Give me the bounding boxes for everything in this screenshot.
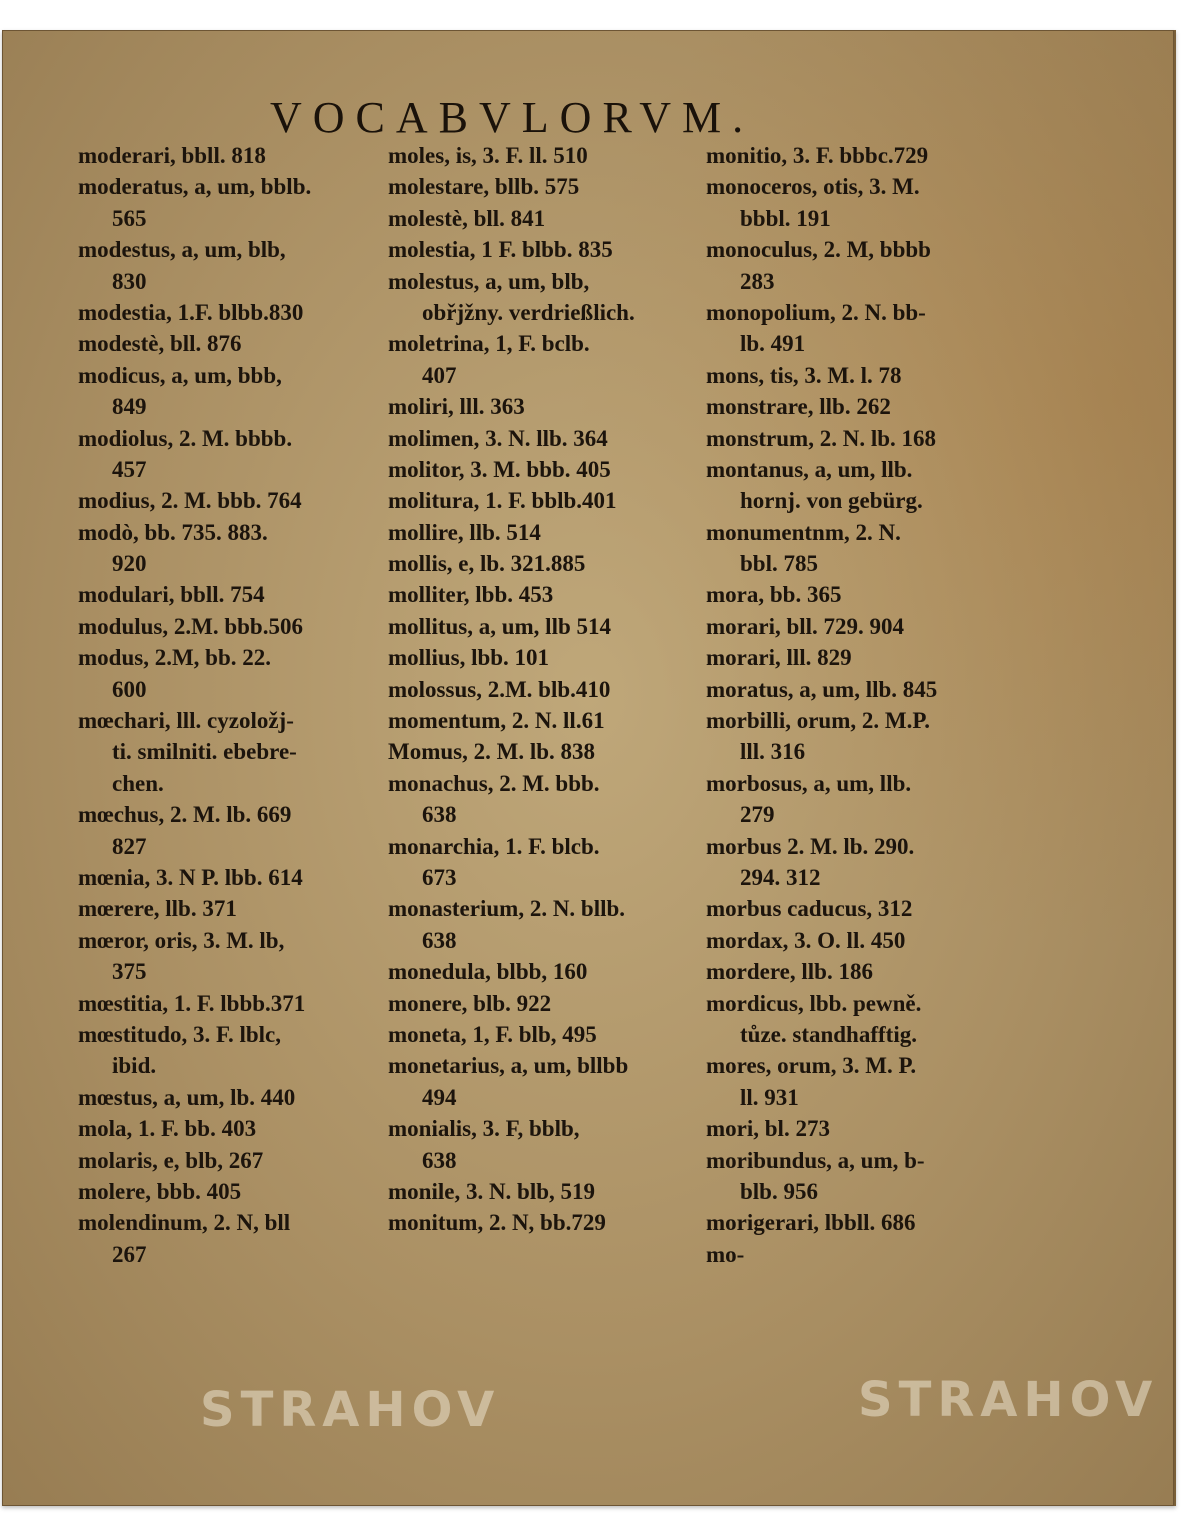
- dictionary-entry-line: 830: [112, 268, 147, 294]
- dictionary-entry-line: bbl. 785: [740, 551, 818, 577]
- dictionary-entry-line: modus, 2.M, bb. 22.: [78, 645, 271, 671]
- dictionary-entry-line: chen.: [112, 770, 164, 796]
- column-middle: [388, 140, 694, 1239]
- dictionary-entry-line: monile, 3. N. blb, 519: [388, 1178, 596, 1204]
- dictionary-entry-line: monoceros, otis, 3. M.: [706, 174, 920, 200]
- dictionary-entry-line: 920: [112, 551, 147, 577]
- dictionary-entry-line: molere, bbb. 405: [78, 1178, 242, 1204]
- dictionary-entry-line: moliri, lll. 363: [388, 394, 525, 420]
- dictionary-entry-line: 565: [112, 205, 147, 231]
- dictionary-entry-line: mollitus, a, um, llb 514: [388, 613, 612, 639]
- dictionary-entry-line: molestare, bllb. 575: [388, 174, 580, 200]
- dictionary-entry-line: modulus, 2.M. bbb.506: [78, 613, 303, 639]
- dictionary-entry-line: moderatus, a, um, bblb.: [78, 174, 312, 200]
- dictionary-entry-line: tůze. standhafftig.: [740, 1021, 917, 1047]
- watermark-right: STRAHOV: [858, 1372, 1159, 1428]
- dictionary-entry-line: hornj. von gebürg.: [740, 488, 923, 514]
- dictionary-entry-line: mœstitudo, 3. F. lblc,: [78, 1021, 281, 1047]
- dictionary-entry-line: 375: [112, 959, 147, 985]
- dictionary-entry-line: mores, orum, 3. M. P.: [706, 1053, 917, 1079]
- dictionary-entry-line: molestè, bll. 841: [388, 205, 546, 231]
- dictionary-entry-line: molitor, 3. M. bbb. 405: [388, 456, 611, 482]
- dictionary-entry-line: molestia, 1 F. blbb. 835: [388, 237, 613, 263]
- dictionary-entry-line: ll. 931: [740, 1084, 799, 1110]
- dictionary-entry-line: mœchari, lll. cyzoložj-: [78, 708, 294, 734]
- dictionary-entry-line: monstrare, llb. 262: [706, 394, 891, 420]
- dictionary-entry-line: mori, bl. 273: [706, 1116, 830, 1142]
- dictionary-entry-line: mora, bb. 365: [706, 582, 842, 608]
- dictionary-entry-line: 294. 312: [740, 864, 821, 890]
- dictionary-entry-line: 849: [112, 394, 147, 420]
- dictionary-entry-line: monialis, 3. F, bblb,: [388, 1116, 580, 1142]
- dictionary-entry-line: modò, bb. 735. 883.: [78, 519, 268, 545]
- dictionary-entry-line: monarchia, 1. F. blcb.: [388, 833, 600, 859]
- dictionary-entry-line: blb. 956: [740, 1178, 818, 1204]
- dictionary-entry-line: mœnia, 3. N P. lbb. 614: [78, 864, 303, 890]
- dictionary-entry-line: mordax, 3. O. ll. 450: [706, 927, 906, 953]
- dictionary-entry-line: obřjžny. verdrießlich.: [422, 299, 635, 325]
- dictionary-entry-line: 407: [422, 362, 457, 388]
- dictionary-entry-line: mollis, e, lb. 321.885: [388, 551, 586, 577]
- dictionary-entry-line: monere, blb. 922: [388, 990, 552, 1016]
- dictionary-entry-line: modiolus, 2. M. bbbb.: [78, 425, 293, 451]
- dictionary-entry-line: mo-: [706, 1241, 745, 1267]
- dictionary-entry-line: mœror, oris, 3. M. lb,: [78, 927, 285, 953]
- dictionary-entry-line: molossus, 2.M. blb.410: [388, 676, 611, 702]
- dictionary-entry-line: montanus, a, um, llb.: [706, 456, 913, 482]
- dictionary-entry-line: monitum, 2. N, bb.729: [388, 1210, 606, 1236]
- dictionary-entry-line: mœchus, 2. M. lb. 669: [78, 802, 292, 828]
- dictionary-entry-line: moderari, bbll. 818: [78, 143, 266, 168]
- dictionary-entry-line: monstrum, 2. N. lb. 168: [706, 425, 937, 451]
- dictionary-entry-line: mordere, llb. 186: [706, 959, 873, 985]
- dictionary-entry-line: moletrina, 1, F. bclb.: [388, 331, 590, 357]
- dictionary-entry-line: 673: [422, 864, 457, 890]
- dictionary-entry-line: 279: [740, 802, 775, 828]
- dictionary-entry-line: monachus, 2. M. bbb.: [388, 770, 600, 796]
- dictionary-entry-line: morbus caducus, 312: [706, 896, 913, 922]
- dictionary-entry-line: morbilli, orum, 2. M.P.: [706, 708, 931, 734]
- dictionary-entry-line: mœstitia, 1. F. lbbb.371: [78, 990, 306, 1016]
- dictionary-entry-line: 267: [112, 1241, 147, 1267]
- dictionary-entry-line: momentum, 2. N. ll.61: [388, 708, 605, 734]
- dictionary-entry-line: morari, lll. 829: [706, 645, 852, 671]
- dictionary-entry-line: mœstus, a, um, lb. 440: [78, 1084, 296, 1110]
- dictionary-entry-line: Momus, 2. M. lb. 838: [388, 739, 595, 765]
- dictionary-entry-line: monitio, 3. F. bbbc.729: [706, 143, 929, 168]
- dictionary-entry-line: modulari, bbll. 754: [78, 582, 265, 608]
- dictionary-entry-line: molitura, 1. F. bblb.401: [388, 488, 617, 514]
- dictionary-entry-line: morbus 2. M. lb. 290.: [706, 833, 915, 859]
- dictionary-entry-line: monoculus, 2. M, bbbb: [706, 237, 931, 263]
- dictionary-entry-line: mollius, lbb. 101: [388, 645, 550, 671]
- dictionary-entry-line: 494: [422, 1084, 457, 1110]
- dictionary-entry-line: 827: [112, 833, 147, 859]
- dictionary-entry-line: monumentnm, 2. N.: [706, 519, 901, 545]
- dictionary-entry-line: ibid.: [112, 1053, 157, 1079]
- dictionary-entry-line: molendinum, 2. N, bll: [78, 1210, 291, 1236]
- page-heading: VOCABVLORVM.: [270, 93, 755, 142]
- dictionary-entry-line: monopolium, 2. N. bb-: [706, 299, 926, 325]
- dictionary-entry-line: moneta, 1, F. blb, 495: [388, 1021, 597, 1047]
- dictionary-entry-line: mœrere, llb. 371: [78, 896, 237, 922]
- dictionary-entry-line: moratus, a, um, llb. 845: [706, 676, 938, 702]
- dictionary-entry-line: molliter, lbb. 453: [388, 582, 554, 608]
- dictionary-entry-line: 638: [422, 1147, 457, 1173]
- dictionary-entry-line: moribundus, a, um, b-: [706, 1147, 925, 1173]
- dictionary-entry-line: modicus, a, um, bbb,: [78, 362, 282, 388]
- dictionary-entry-line: mola, 1. F. bb. 403: [78, 1116, 257, 1142]
- dictionary-entry-line: 600: [112, 676, 147, 702]
- dictionary-entry-line: 457: [112, 456, 147, 482]
- dictionary-entry-line: 283: [740, 268, 775, 294]
- dictionary-entry-line: molimen, 3. N. llb. 364: [388, 425, 608, 451]
- dictionary-entry-line: lb. 491: [740, 331, 806, 357]
- dictionary-entry-line: monasterium, 2. N. bllb.: [388, 896, 626, 922]
- dictionary-entry-line: mollire, llb. 514: [388, 519, 541, 545]
- dictionary-entry-line: modestè, bll. 876: [78, 331, 242, 357]
- dictionary-entry-line: bbbl. 191: [740, 205, 831, 231]
- dictionary-entry-line: mons, tis, 3. M. l. 78: [706, 362, 902, 388]
- dictionary-entry-line: 638: [422, 802, 457, 828]
- dictionary-entry-line: monedula, blbb, 160: [388, 959, 588, 985]
- dictionary-entry-line: modestia, 1.F. blbb.830: [78, 299, 304, 325]
- column-left: [78, 140, 378, 1270]
- dictionary-entry-line: morari, bll. 729. 904: [706, 613, 905, 639]
- dictionary-entry-line: 638: [422, 927, 457, 953]
- dictionary-entry-line: modius, 2. M. bbb. 764: [78, 488, 302, 514]
- dictionary-entry-line: moles, is, 3. F. ll. 510: [388, 143, 588, 168]
- dictionary-entry-line: molaris, e, blb, 267: [78, 1147, 264, 1173]
- dictionary-entry-line: molestus, a, um, blb,: [388, 268, 590, 294]
- dictionary-entry-line: morigerari, lbbll. 686: [706, 1210, 916, 1236]
- dictionary-entry-line: lll. 316: [740, 739, 806, 765]
- column-right: [706, 140, 1006, 1270]
- dictionary-entry-line: modestus, a, um, blb,: [78, 237, 286, 263]
- dictionary-entry-line: mordicus, lbb. pewně.: [706, 990, 922, 1016]
- dictionary-entry-line: monetarius, a, um, bllbb: [388, 1053, 629, 1079]
- watermark-left: STRAHOV: [200, 1382, 501, 1438]
- dictionary-entry-line: morbosus, a, um, llb.: [706, 770, 912, 796]
- dictionary-entry-line: ti. smilniti. ebebre-: [112, 739, 297, 765]
